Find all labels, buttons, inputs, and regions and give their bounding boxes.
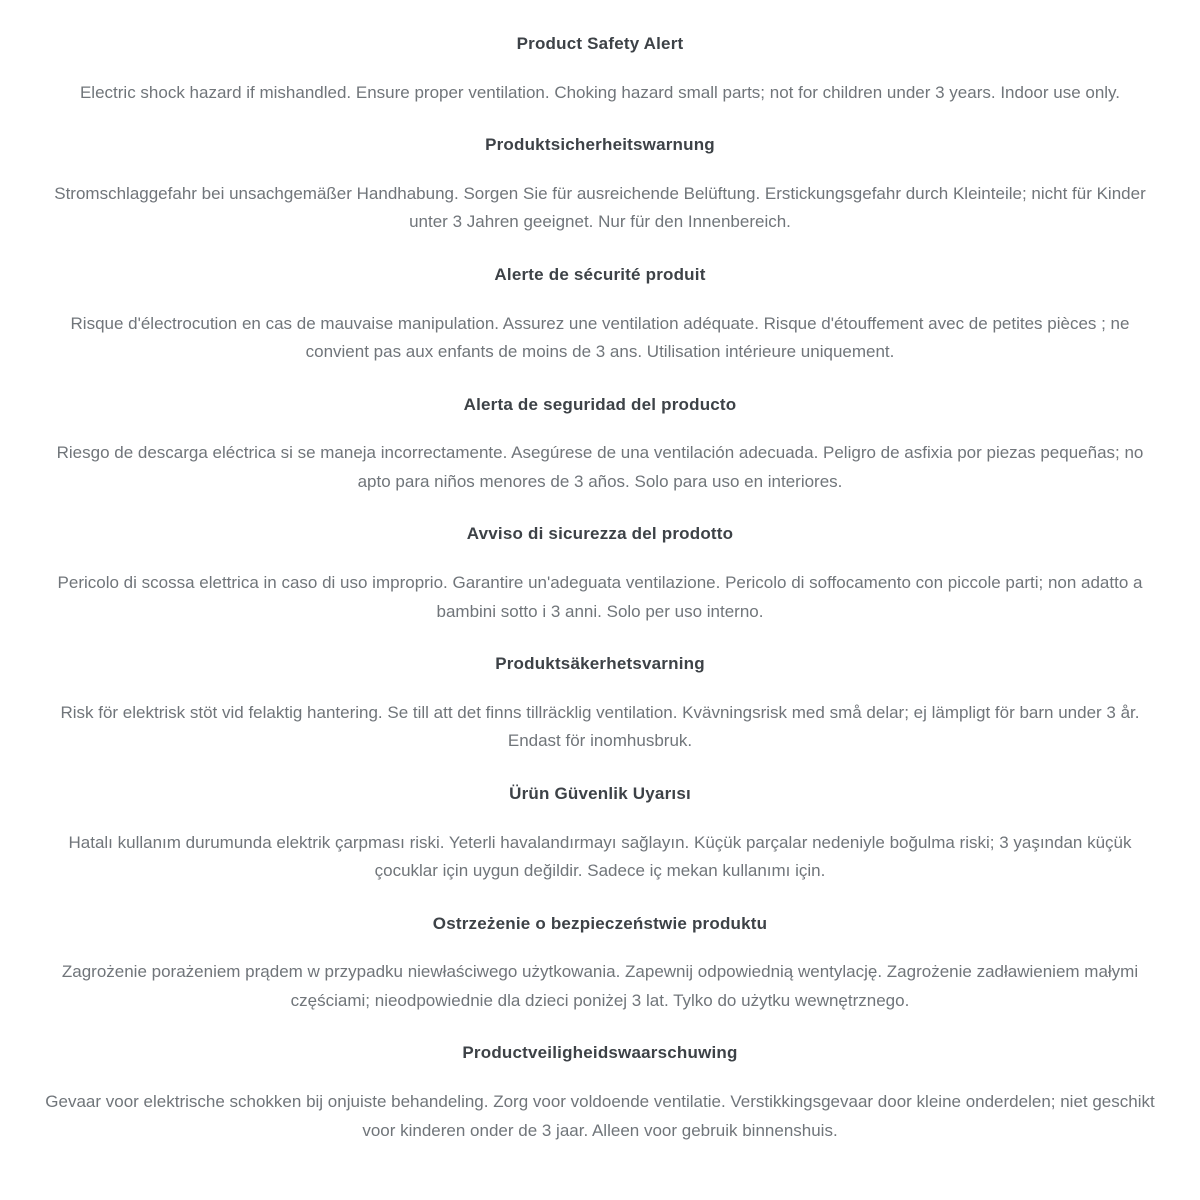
safety-section-de xyxy=(38,117,1162,247)
safety-section-fr xyxy=(38,247,1162,377)
section-heading-nl: Productveiligheidswaarschuwing xyxy=(462,1043,738,1063)
section-body-de: Stromschlaggefahr bei unsachgemäßer Handhabung. Sorgen Sie für ausreichende Belüftung. Erstickungsgefahr durch Kleinteile; nicht für Kinder unter 3 Jahren geeignet. Nur für den Innenbereich. xyxy=(54,183,1146,232)
safety-section-es xyxy=(38,377,1162,507)
section-heading-it: Avviso di sicurezza del prodotto xyxy=(466,524,734,544)
section-body-en: Electric shock hazard if mishandled. Ensure proper ventilation. Choking hazard small parts; not for children under 3 years. Indoor use only. xyxy=(79,82,1121,102)
section-heading-sv: Produktsäkerhetsvarning xyxy=(495,654,705,674)
safety-section-pl xyxy=(38,896,1162,1026)
safety-section-it xyxy=(38,506,1162,636)
safety-section-tr xyxy=(38,766,1162,896)
safety-section-en xyxy=(38,26,1162,117)
section-body-nl: Gevaar voor elektrische schokken bij onjuiste behandeling. Zorg voor voldoende ventilatie. Verstikkingsgevaar door kleine onderdelen; niet geschikt voor kinderen onder de 3 jaar. Alleen voor gebruik binnenshuis. xyxy=(45,1091,1155,1140)
section-body-sv: Risk för elektrisk stöt vid felaktig hantering. Se till att det finns tillräcklig ventilation. Kvävningsrisk med små delar; ej lämpligt för barn under 3 år. Endast för inomhusbruk. xyxy=(60,702,1140,751)
section-body-es: Riesgo de descarga eléctrica si se maneja incorrectamente. Asegúrese de una ventilación adecuada. Peligro de asfixia por piezas pequeñas; no apto para niños menores de 3 años. Solo para uso en interiores. xyxy=(56,443,1144,491)
section-body-it: Pericolo di scossa elettrica in caso di uso improprio. Garantire un'adeguata ventilazione. Pericolo di soffocamento con piccole parti; non adatto a bambini sotto i 3 anni. Solo per uso interno. xyxy=(57,573,1143,621)
section-body-tr: Hatalı kullanım durumunda elektrik çarpması riski. Yeterli havalandırmayı sağlayın. Küçük parçalar nedeniyle boğulma riski; 3 yaşından küçük çocuklar için uygun değildir. Sadece iç mekan kullanımı için. xyxy=(68,832,1132,881)
section-heading-fr: Alerte de sécurité produit xyxy=(494,264,706,284)
section-heading-de: Produktsicherheitswarnung xyxy=(485,135,715,155)
section-heading-tr: Ürün Güvenlik Uyarısı xyxy=(509,783,691,803)
section-body-pl: Zagrożenie porażeniem prądem w przypadku niewłaściwego użytkowania. Zapewnij odpowiednią wentylację. Zagrożenie zadławieniem małymi częściami; nieodpowiednie dla dzieci poniżej 3 lat. Tylko do użytku wewnętrznego. xyxy=(61,962,1139,1010)
section-heading-es: Alerta de seguridad del producto xyxy=(463,394,737,414)
section-heading-en: Product Safety Alert xyxy=(516,34,684,53)
safety-section-sv xyxy=(38,636,1162,766)
safety-section-nl xyxy=(38,1025,1162,1155)
section-body-fr: Risque d'électrocution en cas de mauvaise manipulation. Assurez une ventilation adéquate. Risque d'étouffement avec de petites pièces ; ne convient pas aux enfants de moins de 3 ans. Utilisation intérieure uniquement. xyxy=(70,313,1130,362)
section-heading-pl: Ostrzeżenie o bezpieczeństwie produktu xyxy=(432,913,768,933)
